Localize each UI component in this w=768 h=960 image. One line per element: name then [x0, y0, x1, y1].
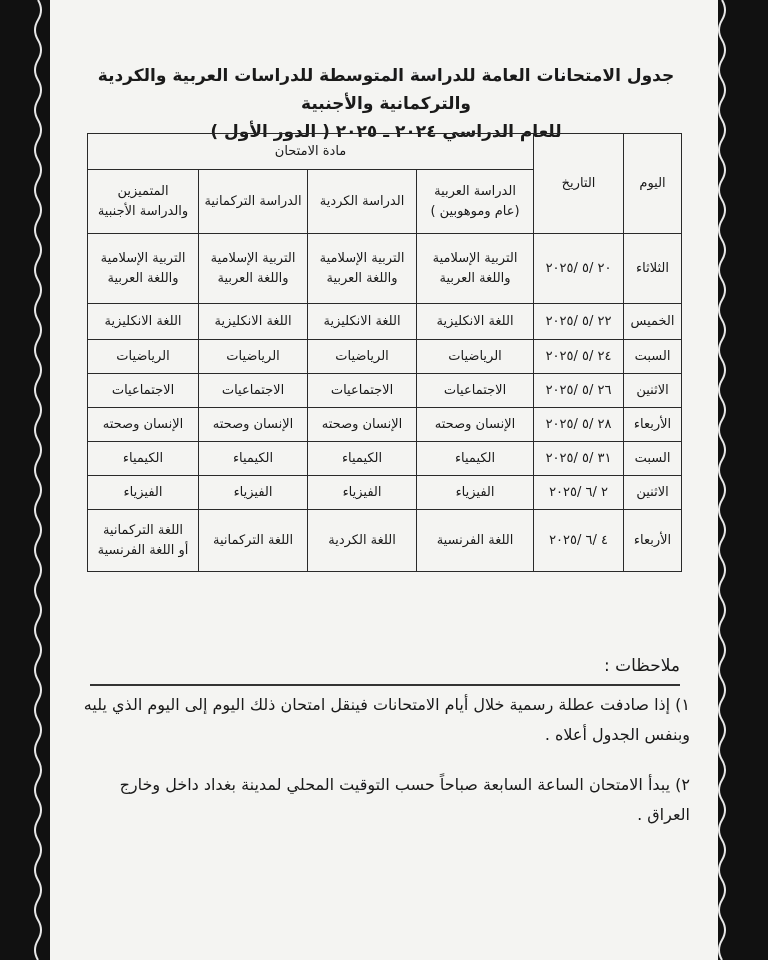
header-arabic-label: الدراسة العربية — [434, 183, 516, 199]
header-kurdish: الدراسة الكردية — [308, 170, 417, 234]
cell-kurdish: اللغة الكردية — [308, 510, 417, 572]
cell-arabic: اللغة الانكليزية — [417, 304, 534, 340]
header-arabic-sub: (عام وموهوبين ) — [430, 203, 520, 219]
cell-date: ٢ /٦ /٢٠٢٥ — [534, 476, 624, 510]
cell-text: التربية الإسلامية — [319, 250, 405, 266]
cell-arabic: الاجتماعيات — [417, 374, 534, 408]
cell-kurdish: الإنسان وصحته — [308, 408, 417, 442]
cell-text: واللغة العربية — [326, 270, 398, 286]
cell-turkmen: اللغة الانكليزية — [199, 304, 308, 340]
cell-date: ٤ /٦ /٢٠٢٥ — [534, 510, 624, 572]
cell-text: واللغة العربية — [217, 270, 289, 286]
cell-day: الأربعاء — [624, 510, 682, 572]
cell-day: السبت — [624, 442, 682, 476]
header-date: التاريخ — [534, 134, 624, 234]
cell-arabic: الفيزياء — [417, 476, 534, 510]
title-line-1: جدول الامتحانات العامة للدراسة المتوسطة للدراسات العربية والكردية والتركمانية والأجنبية — [97, 66, 675, 114]
cell-turkmen: اللغة التركمانية — [199, 510, 308, 572]
cell-kurdish: الرياضيات — [308, 340, 417, 374]
cell-text: أو اللغة الفرنسية — [97, 542, 189, 558]
cell-text: اللغة التركمانية — [102, 522, 184, 538]
table-row — [88, 234, 682, 304]
cell-kurdish: الكيمياء — [308, 442, 417, 476]
note-1-line-2: وبنفس الجدول أعلاه . — [544, 725, 690, 744]
header-subject: مادة الامتحان — [88, 134, 534, 170]
cell-text: واللغة العربية — [107, 270, 179, 286]
cell-turkmen: الاجتماعيات — [199, 374, 308, 408]
table-row — [88, 442, 682, 476]
cell-turkmen: الفيزياء — [199, 476, 308, 510]
cell-arabic: الإنسان وصحته — [417, 408, 534, 442]
note-2-line-2: العراق . — [637, 805, 690, 824]
table-row — [88, 374, 682, 408]
header-foreign — [88, 170, 199, 234]
cell-foreign: الكيمياء — [88, 442, 199, 476]
cell-turkmen: الكيمياء — [199, 442, 308, 476]
cell-foreign: الاجتماعيات — [88, 374, 199, 408]
cell-date: ٢٠ /٥ /٢٠٢٥ — [534, 234, 624, 304]
note-2-line-1: ٢) يبدأ الامتحان الساعة السابعة صباحاً حسب التوقيت المحلي لمدينة بغداد داخل وخارج — [119, 775, 690, 794]
cell-kurdish: الاجتماعيات — [308, 374, 417, 408]
left-ornamental-border — [30, 0, 46, 960]
header-foreign-line-2: والدراسة الأجنبية — [97, 203, 189, 219]
cell-text: التربية الإسلامية — [432, 250, 518, 266]
header-day: اليوم — [624, 134, 682, 234]
note-2 — [80, 770, 690, 830]
header-turkmen: الدراسة التركمانية — [199, 170, 308, 234]
cell-arabic: الرياضيات — [417, 340, 534, 374]
cell-foreign — [88, 510, 199, 572]
cell-arabic — [417, 234, 534, 304]
note-1-line-1: ١) إذا صادفت عطلة رسمية خلال أيام الامتحانات فينقل امتحان ذلك اليوم إلى اليوم الذي يليه — [83, 695, 690, 714]
cell-day: الاثنين — [624, 374, 682, 408]
cell-arabic: الكيمياء — [417, 442, 534, 476]
table-row — [88, 476, 682, 510]
cell-turkmen: الإنسان وصحته — [199, 408, 308, 442]
cell-arabic: اللغة الفرنسية — [417, 510, 534, 572]
note-1 — [80, 690, 690, 750]
cell-foreign: الإنسان وصحته — [88, 408, 199, 442]
header-foreign-line-1: المتميزين — [117, 183, 169, 199]
cell-date: ٢٦ /٥ /٢٠٢٥ — [534, 374, 624, 408]
cell-day: السبت — [624, 340, 682, 374]
cell-date: ٢٢ /٥ /٢٠٢٥ — [534, 304, 624, 340]
table-row — [88, 340, 682, 374]
cell-text: التربية الإسلامية — [210, 250, 296, 266]
notes-heading: ملاحظات : — [603, 656, 680, 676]
cell-kurdish: الفيزياء — [308, 476, 417, 510]
title-line-2: للعام الدراسي ٢٠٢٤ ـ ٢٠٢٥ ( الدور الأول ) — [210, 122, 562, 142]
cell-foreign: الفيزياء — [88, 476, 199, 510]
cell-foreign — [88, 234, 199, 304]
table-row — [88, 408, 682, 442]
header-row-1 — [88, 134, 682, 170]
cell-turkmen: الرياضيات — [199, 340, 308, 374]
cell-day: الثلاثاء — [624, 234, 682, 304]
cell-day: الأربعاء — [624, 408, 682, 442]
document-page — [50, 0, 718, 960]
cell-text: واللغة العربية — [439, 270, 511, 286]
cell-kurdish — [308, 234, 417, 304]
cell-foreign: اللغة الانكليزية — [88, 304, 199, 340]
cell-turkmen — [199, 234, 308, 304]
table-row — [88, 510, 682, 572]
cell-day: الاثنين — [624, 476, 682, 510]
cell-date: ٢٤ /٥ /٢٠٢٥ — [534, 340, 624, 374]
cell-kurdish: اللغة الانكليزية — [308, 304, 417, 340]
table-row — [88, 304, 682, 340]
exam-schedule-table — [87, 133, 682, 572]
cell-date: ٣١ /٥ /٢٠٢٥ — [534, 442, 624, 476]
cell-date: ٢٨ /٥ /٢٠٢٥ — [534, 408, 624, 442]
cell-foreign: الرياضيات — [88, 340, 199, 374]
cell-text: التربية الإسلامية — [100, 250, 186, 266]
notes-divider — [90, 684, 680, 686]
header-arabic — [417, 170, 534, 234]
cell-day: الخميس — [624, 304, 682, 340]
